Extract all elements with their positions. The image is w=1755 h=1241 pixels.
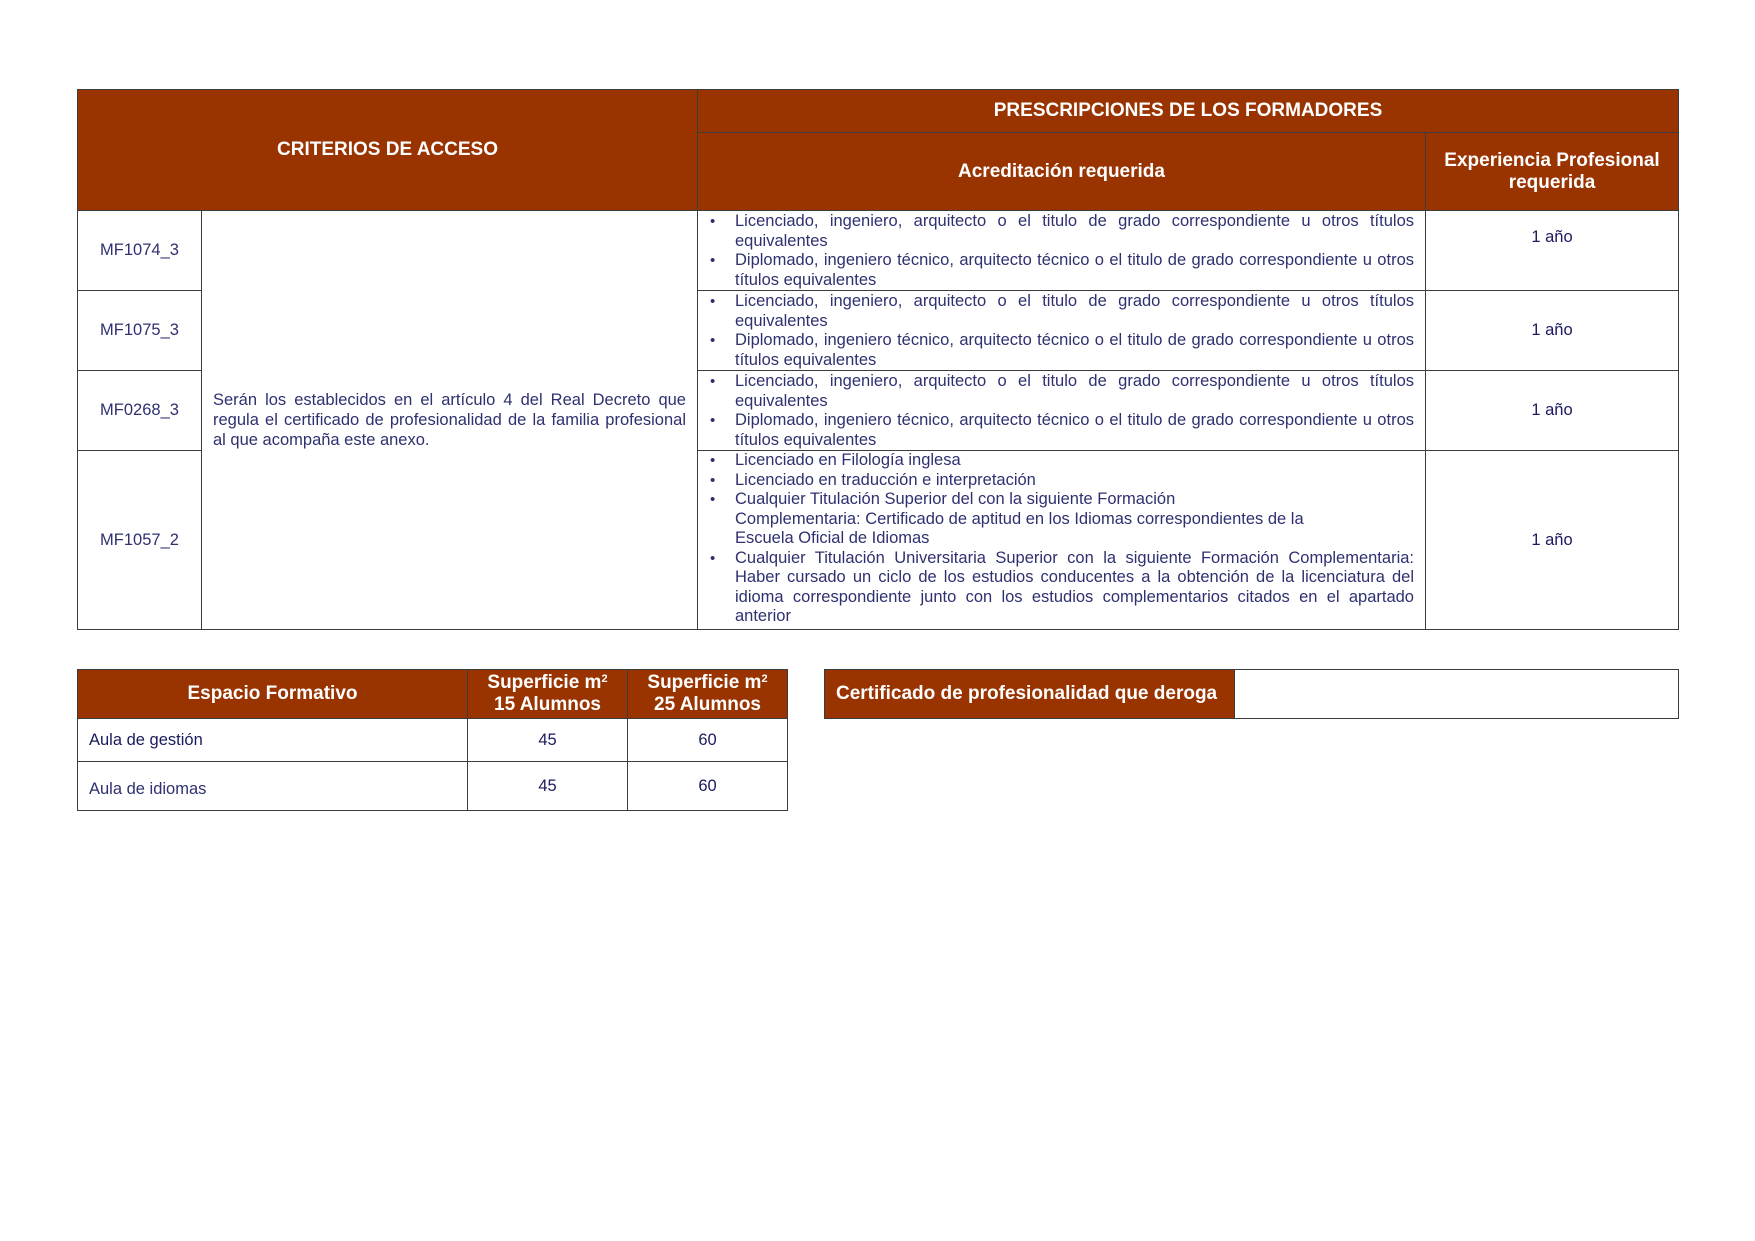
accreditation-list <box>709 292 1414 370</box>
accreditation-cell <box>698 211 1426 291</box>
repealed-certificate-table <box>824 669 1679 719</box>
accreditation-cell <box>698 291 1426 371</box>
students-label: 25 Alumnos <box>654 694 761 715</box>
criteria-header: CRITERIOS DE ACCESO <box>78 90 698 211</box>
superscript: 2 <box>761 673 768 685</box>
accreditation-cell <box>698 451 1426 630</box>
trainers-prescriptions-table <box>77 89 1679 630</box>
prescriptions-header: PRESCRIPCIONES DE LOS FORMADORES <box>698 90 1679 133</box>
accreditation-item: • Cualquier Titulación Universitaria Superior con la siguiente Formación Complementaria: Haber cursado un ciclo de los estudios conducentes a la obtención de la licenciatura del idioma correspondiente junto con los estudios complementarios citados en el apartado anterior <box>709 549 1414 627</box>
experience-value: 1 año <box>1426 211 1679 291</box>
accreditation-item: • Licenciado en Filología inglesa <box>709 451 1414 471</box>
table-row <box>78 762 788 811</box>
experience-value: 1 año <box>1426 291 1679 371</box>
access-criteria-text: Serán los establecidos en el artículo 4 del Real Decreto que regula el certificado de profesionalidad de la familia profesional al que acompaña este anexo. <box>202 211 698 630</box>
accreditation-list <box>709 451 1414 627</box>
accreditation-item: • Licenciado, ingeniero, arquitecto o el titulo de grado correspondiente u otros títulos equivalentes <box>709 372 1414 411</box>
students-label: 15 Alumnos <box>494 694 601 715</box>
accreditation-list <box>709 212 1414 290</box>
experience-value: 1 año <box>1426 371 1679 451</box>
surface-label: Superficie m <box>487 672 602 693</box>
accreditation-item: • Diplomado, ingeniero técnico, arquitecto técnico o el titulo de grado correspondiente u otros títulos equivalentes <box>709 251 1414 290</box>
surface-15-value: 45 <box>468 762 628 811</box>
space-name: Aula de gestión <box>78 719 468 762</box>
surface-15-value: 45 <box>468 719 628 762</box>
module-code: MF1075_3 <box>78 291 202 371</box>
module-code: MF1074_3 <box>78 211 202 291</box>
certificate-value <box>1235 670 1679 719</box>
accreditation-item: • Cualquier Titulación Superior del con la siguiente Formación Complementaria: Certificado de aptitud en los Idiomas correspondientes de la Escuela Oficial de Idiomas <box>709 490 1414 549</box>
space-name: Aula de idiomas <box>78 762 468 811</box>
accreditation-item: • Licenciado, ingeniero, arquitecto o el titulo de grado correspondiente u otros títulos equivalentes <box>709 292 1414 331</box>
experience-header: Experiencia Profesional requerida <box>1426 133 1679 211</box>
certificate-label: Certificado de profesionalidad que deroga <box>825 670 1235 719</box>
module-code: MF1057_2 <box>78 451 202 630</box>
accreditation-item: • Licenciado, ingeniero, arquitecto o el titulo de grado correspondiente u otros títulos equivalentes <box>709 212 1414 251</box>
surface-25-header <box>628 670 788 719</box>
superscript: 2 <box>601 673 608 685</box>
accreditation-item: • Diplomado, ingeniero técnico, arquitecto técnico o el titulo de grado correspondiente u otros títulos equivalentes <box>709 411 1414 450</box>
surface-label: Superficie m <box>647 672 762 693</box>
surface-15-header <box>468 670 628 719</box>
accreditation-item: • Diplomado, ingeniero técnico, arquitecto técnico o el titulo de grado correspondiente u otros títulos equivalentes <box>709 331 1414 370</box>
accreditation-cell <box>698 371 1426 451</box>
table-row <box>78 719 788 762</box>
surface-25-value: 60 <box>628 719 788 762</box>
experience-value: 1 año <box>1426 451 1679 630</box>
space-header: Espacio Formativo <box>78 670 468 719</box>
accreditation-header: Acreditación requerida <box>698 133 1426 211</box>
surface-25-value: 60 <box>628 762 788 811</box>
accreditation-item: • Licenciado en traducción e interpretación <box>709 471 1414 491</box>
training-spaces-table <box>77 669 788 811</box>
module-code: MF0268_3 <box>78 371 202 451</box>
accreditation-list <box>709 372 1414 450</box>
